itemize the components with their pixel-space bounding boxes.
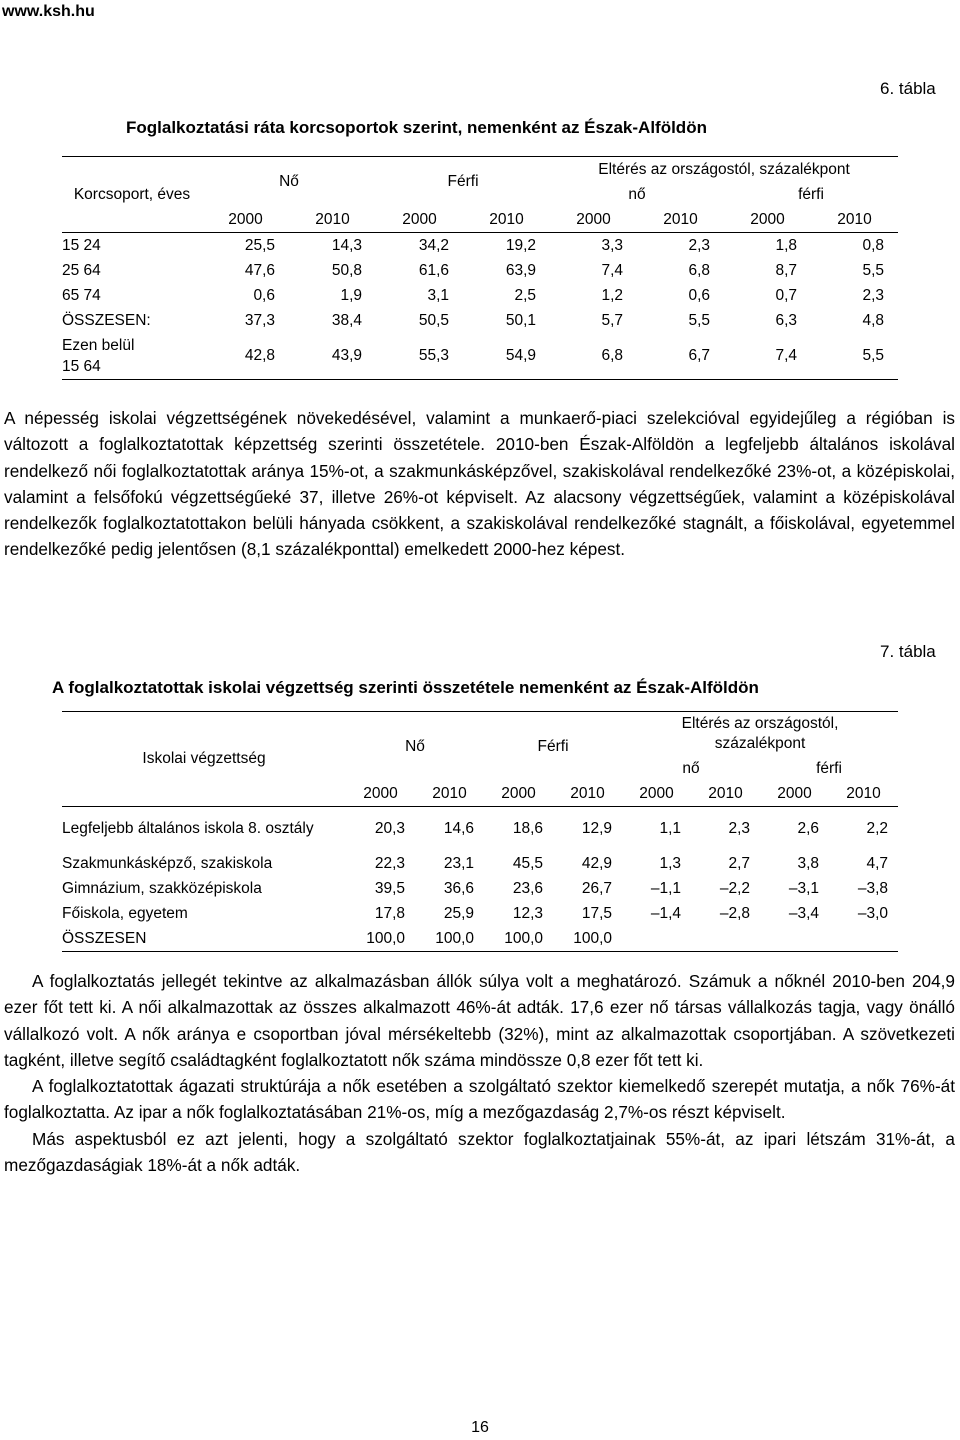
- cell: 14,6: [443, 820, 475, 837]
- cell: [691, 926, 760, 952]
- table7-year: 2000: [777, 784, 812, 802]
- table7-label: 7. tábla: [880, 642, 936, 661]
- cell: 25,5: [244, 236, 275, 254]
- cell: 0,6: [253, 286, 275, 304]
- table-row: [62, 926, 898, 952]
- table7: [62, 711, 898, 952]
- cell: 1,1: [659, 820, 682, 837]
- cell: 47,6: [244, 261, 275, 279]
- table-row: [62, 283, 898, 308]
- cell: 19,2: [505, 236, 537, 254]
- cell: 50,1: [505, 311, 537, 329]
- cell: 0,6: [688, 286, 711, 304]
- table7-sub-ferfi: férfi: [816, 759, 842, 777]
- row-label: ÖSSZESEN: [62, 929, 147, 947]
- table7-header-elteres: Eltérés az országostól, százalékpont: [681, 715, 839, 752]
- cell: 5,7: [601, 311, 624, 329]
- cell: 100,0: [504, 929, 544, 947]
- cell: 7,4: [775, 347, 798, 364]
- table7-header-no: Nő: [405, 737, 425, 755]
- cell: 43,9: [331, 347, 363, 364]
- table6-header-no: Nő: [279, 173, 299, 190]
- table7-title: A foglalkoztatottak iskolai végzettség szerinti összetétele nemenként az Észak-Alföldön: [52, 678, 759, 697]
- cell: 2,3: [862, 286, 885, 304]
- paragraph: Más aspektusból ez azt jelenti, hogy a szolgáltató szektor foglalkoztatjainak 55%-át, az ipari létszám 31%-át, a mezőgazdaságiak 18%-át a nők adták.: [4, 1128, 955, 1176]
- row-label: ÖSSZESEN:: [62, 311, 151, 329]
- table6: [62, 156, 898, 380]
- cell: 26,7: [581, 879, 613, 897]
- cell: 0,8: [862, 236, 885, 254]
- table6-year: 2000: [402, 210, 437, 228]
- page-number: 16: [471, 1419, 489, 1436]
- table7-year: 2010: [846, 784, 881, 802]
- cell: 3,1: [427, 286, 450, 304]
- cell: 23,6: [512, 879, 544, 897]
- table7-year: 2000: [639, 784, 674, 802]
- cell: 3,8: [797, 854, 820, 872]
- cell: 2,3: [728, 820, 751, 837]
- cell: –2,8: [719, 904, 751, 922]
- table-row: [62, 901, 898, 926]
- cell: 14,3: [331, 236, 363, 254]
- table-row: [62, 333, 898, 380]
- row-label: Legfeljebb általános iskola 8. osztály: [62, 820, 314, 837]
- cell: 100,0: [435, 929, 475, 947]
- cell: 2,5: [514, 286, 537, 304]
- table-row: [62, 851, 898, 876]
- row-label: 65 74: [62, 286, 101, 304]
- row-label: Szakmunkásképző, szakiskola: [62, 854, 273, 872]
- table7-year: 2010: [570, 784, 605, 802]
- cell: 100,0: [573, 929, 613, 947]
- cell: 45,5: [512, 854, 544, 872]
- cell: 5,5: [862, 261, 885, 279]
- row-label: Főiskola, egyetem: [62, 904, 188, 922]
- cell: 36,6: [443, 879, 475, 897]
- table-row: [62, 233, 898, 259]
- cell: 42,9: [581, 854, 613, 872]
- cell: 3,3: [601, 236, 624, 254]
- cell: 20,3: [374, 820, 405, 837]
- cell: 25,9: [443, 904, 475, 922]
- cell: 50,8: [331, 261, 363, 279]
- table7-sub-no: nő: [682, 759, 700, 777]
- cell: 1,8: [775, 236, 798, 254]
- table6-year: 2000: [750, 210, 785, 228]
- table6-header-elteres: Eltérés az országostól, százalékpont: [598, 160, 850, 178]
- table-row: [62, 258, 898, 283]
- cell: –3,0: [857, 904, 889, 922]
- cell: 1,3: [659, 854, 682, 872]
- cell: 54,9: [505, 347, 537, 364]
- row-label: Gimnázium, szakközépiskola: [62, 879, 262, 897]
- cell: 1,2: [601, 286, 624, 304]
- site-url: www.ksh.hu: [2, 3, 95, 20]
- cell: 6,8: [688, 261, 711, 279]
- table6-sub-no: nő: [628, 185, 646, 203]
- cell: –1,1: [650, 879, 682, 897]
- cell: –3,8: [857, 879, 889, 897]
- row-label: 25 64: [62, 261, 101, 279]
- table-row: [62, 308, 898, 333]
- cell: 50,5: [418, 311, 450, 329]
- cell: 17,8: [374, 904, 405, 922]
- cell: 7,4: [601, 261, 624, 279]
- cell: 61,6: [418, 261, 450, 279]
- paragraph: A népesség iskolai végzettségének növekedésével, valamint a munkaerő-piaci szelekcióval egyidejűleg a régióban is változott a foglalkoztatottak képzettség szerinti összetétele. 2010-ben Észak-Alföldön a legfeljebb általános iskolával rendelkező női foglalkoztatottak aránya 15%-ot, a szakmunkásképzővel, szakiskolával rendelkezőké 23%-ot, a középiskolai, valamint a felsőfokú végzettségűeké 37, illetve 26%-ot képviselt. Az alacsony végzettségűek, valamint a középiskolával rendelkezők foglalkoztatottakon belüli hányada csökkent, a szakiskolával rendelkezőké stagnált, a főiskolával, egyetemmel rendelkezőké pedig jelentősen (8,1 százalékponttal) emelkedett 2000-hez képest.: [4, 408, 955, 560]
- cell: 18,6: [512, 820, 544, 837]
- table6-header-ferfi: Férfi: [447, 173, 479, 190]
- table7-header-ferfi: Férfi: [537, 737, 569, 755]
- table-row: [62, 876, 898, 901]
- table6-title: Foglalkoztatási ráta korcsoportok szerint, nemenként az Észak-Alföldön: [126, 118, 707, 137]
- table6-col-group: Korcsoport, éves: [73, 186, 191, 203]
- cell: –3,4: [788, 904, 820, 922]
- cell: 6,7: [688, 347, 711, 364]
- table6-year: 2000: [228, 210, 263, 228]
- table6-year: 2010: [663, 210, 698, 228]
- cell: 12,3: [512, 904, 544, 922]
- cell: 2,3: [688, 236, 711, 254]
- cell: 17,5: [581, 904, 613, 922]
- cell: 5,5: [688, 311, 711, 329]
- paragraph: A foglalkoztatás jellegét tekintve az alkalmazásban állók súlya volt a meghatározó. Számuk a nőknél 2010-ben 204,9 ezer főt tett ki. A női alkalmazottak az összes alkalmazott 46%-át adták. 17,6 ezer nő társas vállalkozás tagja, vagy önálló vállalkozó volt. A nők aránya e csoportban jóval mérsékeltebb (32%), mint az alkalmazottak csoportjában. A szövetkezeti tagként, illetve segítő családtagként foglalkoztatott nők száma mindössze 0,8 ezer főt tett ki.: [4, 971, 955, 1070]
- paragraph: A foglalkoztatottak ágazati struktúrája a nők esetében a szolgáltató szektor kiemelkedő szerepét mutatja, a nők 76%-át foglalkoztatta. Az ipar a nők foglalkoztatásában 21%-os, míg a mezőgazdaság 2,7%-os részt képviselt.: [4, 1076, 955, 1123]
- cell: 63,9: [505, 261, 537, 279]
- cell: 34,2: [418, 236, 450, 254]
- cell: 5,5: [862, 347, 885, 364]
- cell: [622, 926, 691, 952]
- table6-year: 2010: [315, 210, 350, 228]
- cell: 37,3: [244, 311, 275, 329]
- cell: 22,3: [374, 854, 405, 872]
- cell: 39,5: [374, 879, 405, 897]
- row-label: 15 24: [62, 236, 101, 254]
- cell: 55,3: [418, 347, 450, 364]
- table-row: [62, 807, 898, 852]
- table6-sub-ferfi: férfi: [798, 185, 824, 203]
- cell: 2,7: [728, 854, 751, 872]
- cell: [760, 926, 829, 952]
- cell: –3,1: [788, 879, 820, 897]
- cell: 0,7: [775, 286, 798, 304]
- cell: 23,1: [443, 854, 475, 872]
- cell: –2,2: [719, 879, 751, 897]
- cell: –1,4: [650, 904, 682, 922]
- table6-year: 2000: [576, 210, 611, 228]
- table7-year: 2000: [363, 784, 398, 802]
- cell: 12,9: [581, 820, 613, 837]
- cell: 6,3: [775, 311, 798, 329]
- cell: 100,0: [366, 929, 405, 947]
- cell: 4,7: [866, 854, 889, 872]
- body-paragraph-2: [4, 968, 955, 1178]
- table7-col-group: Iskolai végzettség: [142, 750, 266, 767]
- table6-year: 2010: [837, 210, 872, 228]
- cell: 2,2: [866, 820, 889, 837]
- cell: 6,8: [601, 347, 624, 364]
- table7-year: 2010: [432, 784, 467, 802]
- cell: 8,7: [775, 261, 798, 279]
- cell: [829, 926, 898, 952]
- body-paragraph-1: [4, 405, 955, 563]
- row-label: Ezen belül 15 64: [62, 337, 135, 375]
- cell: 2,6: [797, 820, 820, 837]
- table7-year: 2000: [501, 784, 536, 802]
- cell: 42,8: [244, 347, 275, 364]
- cell: 4,8: [862, 311, 885, 329]
- cell: 38,4: [331, 311, 363, 329]
- table7-year: 2010: [708, 784, 743, 802]
- table6-year: 2010: [489, 210, 524, 228]
- cell: 1,9: [340, 286, 363, 304]
- table6-label: 6. tábla: [880, 79, 936, 98]
